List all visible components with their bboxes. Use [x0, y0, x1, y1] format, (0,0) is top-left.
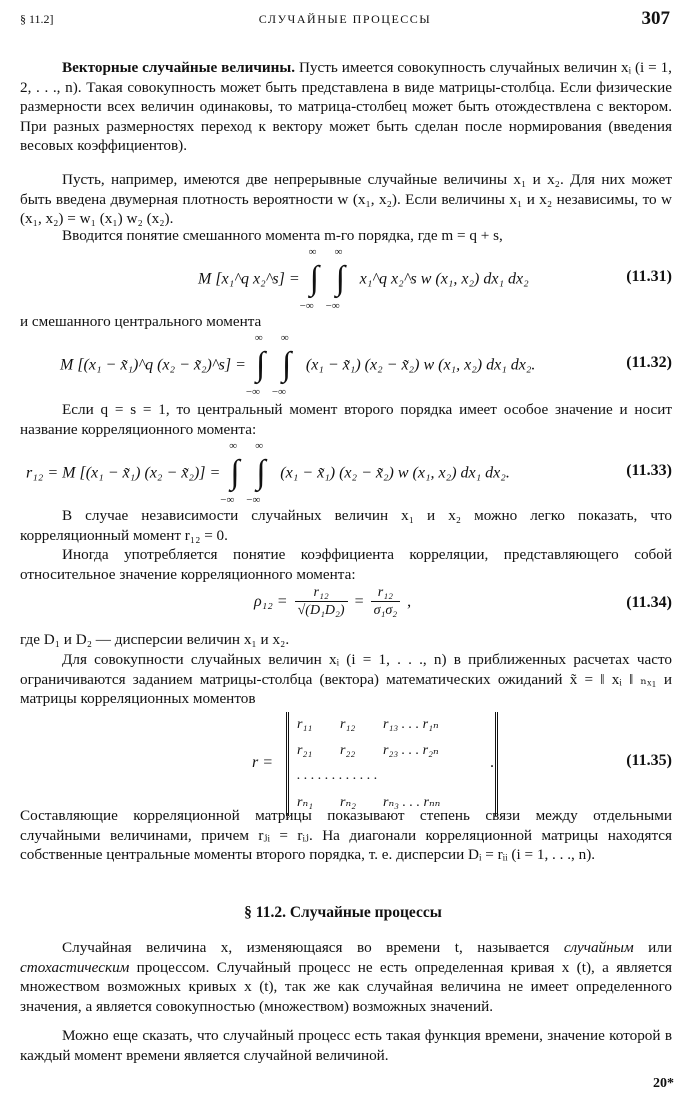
equation-integrand: (x₁ − x̃₁) (x₂ − x̃₂) w (x₁, x₂) dx₁ dx₂. — [305, 356, 536, 374]
equation-number: (11.33) — [626, 462, 672, 479]
integral-sign: ∫ ∞ −∞ — [245, 332, 266, 398]
paragraph-two-variables — [20, 170, 672, 229]
matrix-row: r₂₁ r₂₂ r₂₃ . . . r₂ₙ — [297, 743, 439, 758]
equation-tail: . — [490, 754, 494, 771]
equation-lhs: ρ₁₂ = — [254, 593, 288, 610]
paragraph-central-moment — [20, 312, 672, 332]
equation-11-34 — [20, 584, 672, 628]
fraction: $\frac{\text{r₁₂}}{\text{√(D₁D₂)}}$ — [295, 584, 348, 620]
integral-sign: ∫ ∞ −∞ — [299, 246, 319, 312]
paragraph-mixed-moment — [20, 226, 672, 246]
emphasis-term: случайным — [563, 939, 634, 956]
paragraph-random-process: Случайная величина x, изменяющаяся во времени t, называется случайным или стохастическим процессом. Случайный процесс не есть определенная кривая x (t), а является множеством возможных кривых x (t), так же как случайная величина не имеет определенного значения, а является совокупностью (множеством) возможных значений. — [20, 939, 672, 1015]
paragraph-text: В случае независимости случайных величин x₁ и x₂ можно легко показать, что корреляционный момент r₁₂ = 0. — [20, 507, 672, 544]
running-head-title: СЛУЧАЙНЫЕ ПРОЦЕССЫ — [258, 12, 432, 26]
emphasis-term: стохастическим — [20, 958, 130, 976]
running-head-section: § 11.2] — [20, 12, 54, 26]
equation-lhs: M [x₁^q x₂^s] = — [198, 270, 300, 288]
correlation-matrix — [286, 712, 498, 816]
equation-integrand: (x₁ − x̃₁) (x₂ − x̃₂) w (x₁, x₂) dx₁ dx₂. — [280, 464, 510, 482]
matrix-row: rₙ₁ rₙ₂ rₙ₃ . . . rₙₙ — [297, 795, 441, 810]
equation-11-32 — [20, 332, 672, 398]
running-head — [20, 8, 670, 34]
equation-number: (11.35) — [626, 752, 672, 769]
equation-11-33 — [20, 440, 672, 506]
equation-number: (11.32) — [626, 354, 672, 371]
paragraph-correlation-moment — [20, 400, 672, 439]
equation-number: (11.34) — [626, 594, 672, 611]
paragraph-correlation-coefficient — [20, 545, 672, 584]
paragraph-text: Пусть имеется совокупность случайных величин xᵢ (i = 1, 2, . . ., n). Такая совокупность может быть представлена в виде матрицы-столбца. Если физические размерности всех величин одинаковы, то матрица-столбец может быть отождествлена с вектором. При разных размерностях переход к вектору может быть сделан после нормирования (введения весовых коэффициентов). — [20, 59, 672, 154]
paragraph-text: Пусть, например, имеются две непрерывные случайные величины x₁ и x₂. Для них может быть введена двумерная плотность вероятности w (x₁, x₂). Если величины x₁ и x₂ независимы, то w (x₁, x₂) = w₁ (x₁) w₂ (x₂). — [20, 171, 672, 227]
paragraph-dispersions — [20, 630, 672, 650]
page-number: 307 — [641, 8, 670, 29]
equation-lhs: r = — [252, 754, 274, 771]
equation-integrand: x₁^q x₂^s w (x₁, x₂) dx₁ dx₂ — [359, 270, 529, 288]
equals-sign: = — [354, 593, 364, 610]
paragraph-text: Составляющие корреляционной матрицы показывают степень связи между отдельными случайными величинами, причем rⱼᵢ = rᵢⱼ. На диагонали корреляционной матрицы находятся собственные центральные моменты второго порядка, т. е. дисперсии Dᵢ = rᵢᵢ (i = 1, . . ., n). — [20, 807, 672, 863]
paragraph-text: Для совокупности случайных величин xᵢ (i = 1, . . ., n) в приближенных расчетах часто ограничиваются заданием матрицы-столбца (вектора) математических ожиданий x̃ = ‖ xᵢ ‖ ₙₓ₁ и матрицы корреляционных моментов — [20, 651, 672, 707]
matrix-row: r₁₁ r₁₂ r₁₃ . . . r₁ₙ — [297, 717, 439, 732]
paragraph-vector-expectation — [20, 650, 672, 709]
paragraph-text: Можно еще сказать, что случайный процесс есть такая функция времени, значение которой в каждый момент времени является случайной величиной. — [20, 1027, 672, 1064]
equation-lhs: M [(x₁ − x̃₁)^q (x₂ − x̃₂)^s] = — [60, 356, 246, 374]
equation-11-35 — [20, 712, 672, 816]
equation-lhs: r₁₂ = M [(x₁ − x̃₁) (x₂ − x̃₂)] = — [26, 464, 221, 482]
equation-number: (11.31) — [626, 268, 672, 285]
paragraph-text: где D₁ и D₂ — дисперсии величин x₁ и x₂. — [20, 631, 290, 648]
paragraph-text: Вводится понятие смешанного момента m-го порядка, где m = q + s, — [62, 227, 503, 244]
matrix-row: . . . . . . . . . . . . — [297, 768, 378, 783]
fraction: $\frac{\text{r₁₂}}{\text{σ₁σ₂}}$ — [371, 584, 401, 620]
paragraph-matrix-components — [20, 806, 672, 865]
equation-tail: , — [407, 593, 412, 610]
paragraph-text: Если q = s = 1, то центральный момент второго порядка имеет особое значение и носит название корреляционного момента: — [20, 401, 672, 438]
paragraph-vector-variables — [20, 58, 672, 156]
integral-sign: ∫ ∞ −∞ — [271, 332, 292, 398]
section-heading: § 11.2. Случайные процессы — [244, 904, 442, 921]
paragraph-text: и смешанного центрального момента — [20, 313, 262, 330]
equation-11-31 — [20, 246, 672, 312]
paragraph-independence — [20, 506, 672, 545]
paragraph-time-function — [20, 1026, 672, 1065]
integral-sign: ∫ ∞ −∞ — [246, 440, 266, 506]
integral-sign: ∫ ∞ −∞ — [325, 246, 345, 312]
signature-mark: 20* — [653, 1076, 674, 1091]
integral-sign: ∫ ∞ −∞ — [220, 440, 240, 506]
paragraph-text: Иногда употребляется понятие коэффициента корреляции, представляющего собой относительное значение корреляционного момента: — [20, 546, 672, 583]
paragraph-lead: Векторные случайные величины. — [62, 59, 296, 76]
